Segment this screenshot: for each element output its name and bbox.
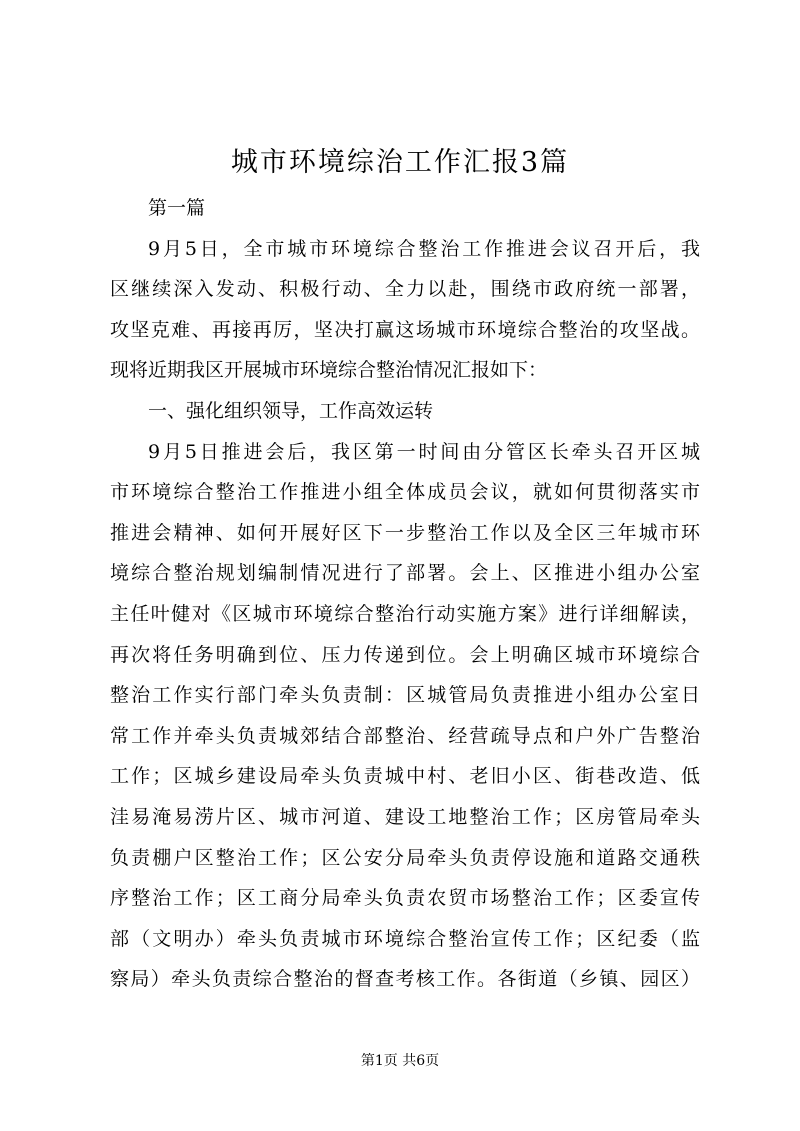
- paragraph-line: 整治工作实行部门牵头负责制：区城管局负责推进小组办公室日: [110, 684, 700, 707]
- paragraph-line: 洼易淹易涝片区、城市河道、建设工地整治工作；区房管局牵头: [110, 805, 700, 828]
- paragraph-line: 序整治工作；区工商分局牵头负责农贸市场整治工作；区委宣传: [110, 887, 700, 910]
- paragraph-line: 部（文明办）牵头负责城市环境综合整治宣传工作；区纪委（监: [110, 927, 700, 950]
- paragraph-line: 再次将任务明确到位、压力传递到位。会上明确区城市环境综合: [110, 643, 700, 666]
- page-title: 城市环境综治工作汇报3篇: [230, 147, 570, 178]
- paragraph-line: 攻坚克难、再接再厉，坚决打赢这场城市环境综合整治的攻坚战。: [110, 318, 700, 341]
- paragraph-line: 主任叶健对《区城市环境综合整治行动实施方案》进行详细解读，: [110, 602, 700, 625]
- paragraph-line: 区继续深入发动、积极行动、全力以赴，围绕市政府统一部署，: [110, 278, 700, 301]
- document-body: [110, 188, 700, 1000]
- paragraph-line: 察局）牵头负责综合整治的督查考核工作。各街道（乡镇、园区）: [110, 968, 700, 991]
- paragraph-line: 境综合整治规划编制情况进行了部署。会上、区推进小组办公室: [110, 562, 700, 585]
- page-footer: 第1页 共6页: [360, 1053, 440, 1069]
- subsection-heading: 一、强化组织领导，工作高效运转: [148, 399, 434, 422]
- paragraph-line: 负责棚户区整治工作；区公安分局牵头负责停设施和道路交通秩: [110, 846, 700, 869]
- paragraph-line: 现将近期我区开展城市环境综合整治情况汇报如下：: [110, 359, 548, 382]
- paragraph-line: 推进会精神、如何开展好区下一步整治工作以及全区三年城市环: [110, 521, 700, 544]
- section-heading: 第一篇: [148, 197, 206, 219]
- paragraph-line: 常工作并牵头负责城郊结合部整治、经营疏导点和户外广告整治: [110, 724, 700, 747]
- paragraph-line: 9月5日推进会后，我区第一时间由分管区长牵头召开区城: [148, 440, 700, 463]
- paragraph-line: 工作；区城乡建设局牵头负责城中村、老旧小区、街巷改造、低: [110, 765, 700, 788]
- paragraph-line: 9月5日，全市城市环境综合整治工作推进会议召开后，我: [148, 237, 700, 260]
- paragraph-line: 市环境综合整治工作推进小组全体成员会议，就如何贯彻落实市: [110, 481, 700, 504]
